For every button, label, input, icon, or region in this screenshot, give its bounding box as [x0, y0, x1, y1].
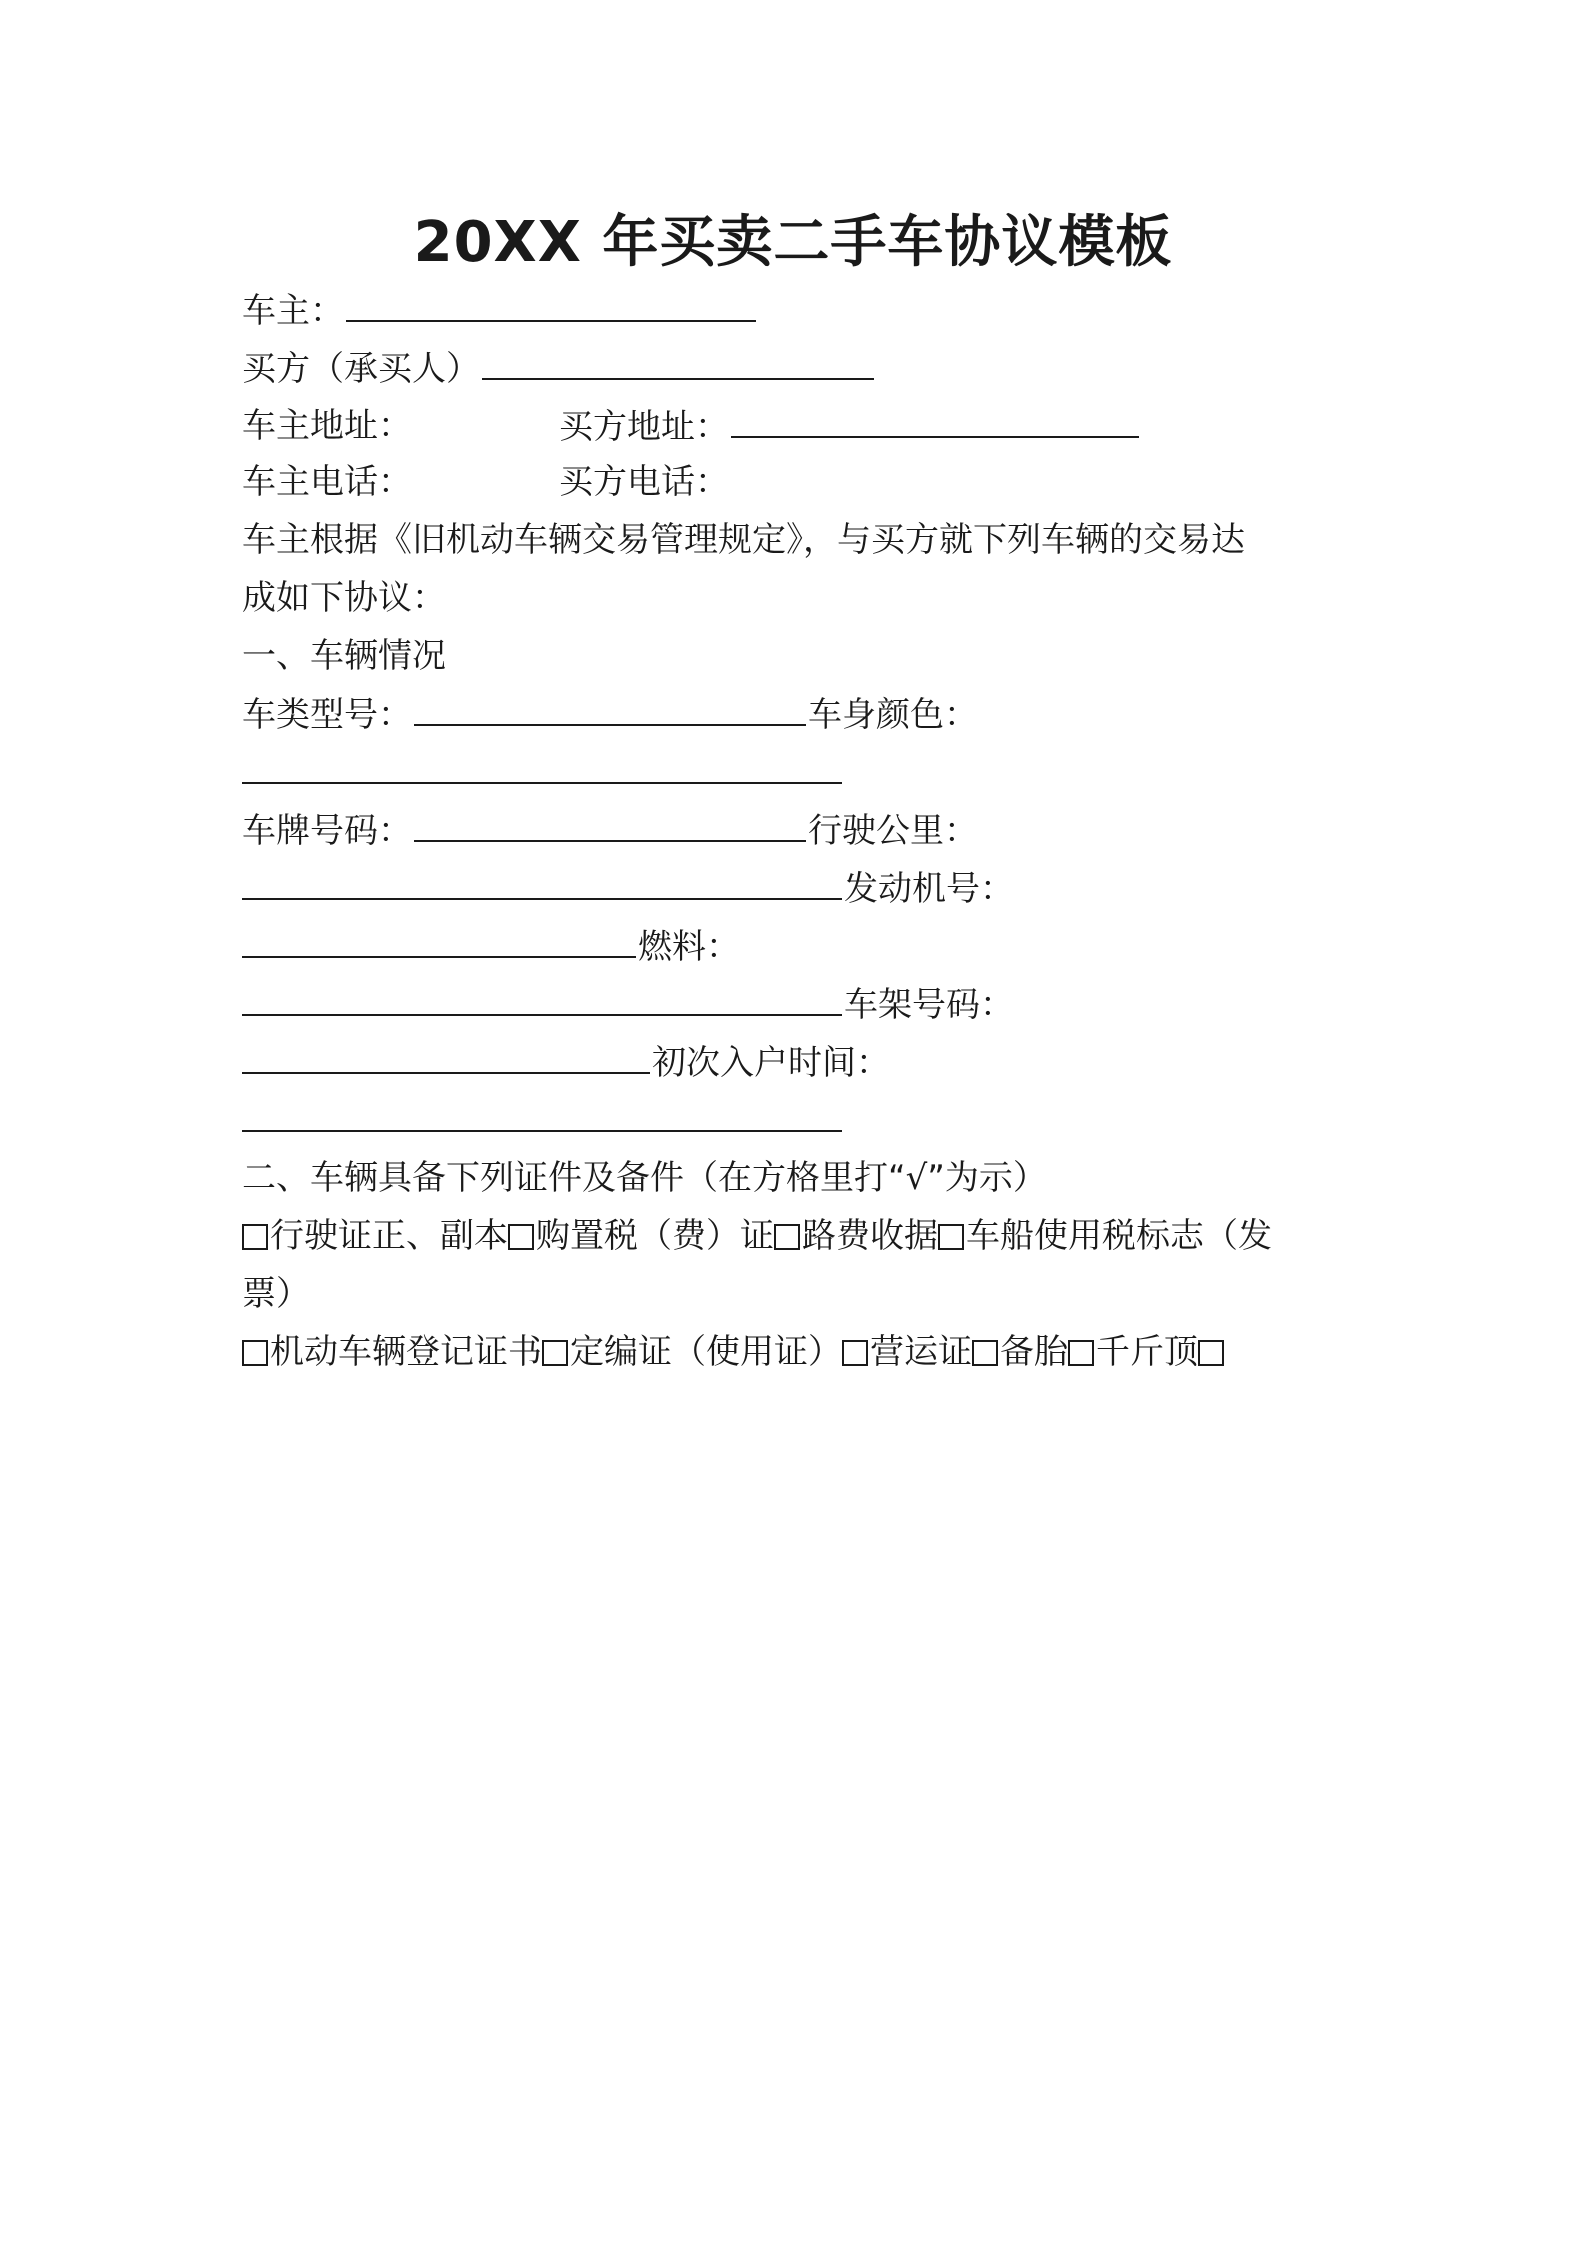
- plate-blank[interactable]: [414, 808, 806, 842]
- buyer-line: [242, 346, 876, 391]
- checkbox[interactable]: [242, 1340, 268, 1366]
- color-blank[interactable]: [242, 750, 842, 784]
- owner-blank[interactable]: [346, 288, 756, 322]
- checkbox[interactable]: [842, 1340, 868, 1366]
- checkbox[interactable]: [1068, 1340, 1094, 1366]
- checklist-item: 备胎: [1000, 1332, 1068, 1372]
- section1-heading: 一、车辆情况: [242, 636, 446, 676]
- checklist-item: 行驶证正、副本: [270, 1216, 508, 1256]
- owner-line: [242, 288, 758, 333]
- model-blank[interactable]: [414, 692, 806, 726]
- engine-fuel-line: [242, 924, 740, 969]
- buyer-blank[interactable]: [482, 346, 874, 380]
- checklist-row-1-tail: 票）: [242, 1274, 310, 1314]
- checklist-item: 购置税（费）证: [536, 1216, 774, 1256]
- checklist-item: 路费收据: [802, 1216, 938, 1256]
- intro-line-2: 成如下协议：: [242, 578, 446, 618]
- checklist-item: 千斤顶: [1096, 1332, 1198, 1372]
- checkbox[interactable]: [242, 1224, 268, 1250]
- owner-label: 车主：: [242, 291, 344, 331]
- document-title: 20XX 年买卖二手车协议模板: [413, 210, 1173, 275]
- checklist-item: 机动车辆登记证书: [270, 1332, 542, 1372]
- frame-label: 车架号码：: [844, 985, 1014, 1025]
- model-color-line: [242, 692, 978, 737]
- fuel-blank[interactable]: [242, 982, 842, 1016]
- engine-label: 发动机号：: [844, 869, 1014, 909]
- checkbox[interactable]: [774, 1224, 800, 1250]
- checkbox[interactable]: [972, 1340, 998, 1366]
- checkbox[interactable]: [508, 1224, 534, 1250]
- engine-blank[interactable]: [242, 924, 636, 958]
- mileage-label: 行驶公里：: [808, 811, 978, 851]
- plate-label: 车牌号码：: [242, 811, 412, 851]
- checklist-item: 营运证: [870, 1332, 972, 1372]
- register-blank-line: [242, 1098, 844, 1143]
- checkbox[interactable]: [542, 1340, 568, 1366]
- buyer-address-line: [559, 404, 1141, 449]
- register-label: 初次入户时间：: [652, 1043, 890, 1083]
- address-line: [242, 404, 412, 448]
- checklist-item: 定编证（使用证）: [570, 1332, 842, 1372]
- register-blank[interactable]: [242, 1098, 842, 1132]
- checklist-row-1: [242, 1214, 1272, 1258]
- color-blank-line: [242, 750, 844, 795]
- mileage-engine-line: [242, 866, 1014, 911]
- frame-blank[interactable]: [242, 1040, 650, 1074]
- checkbox[interactable]: [1198, 1340, 1224, 1366]
- owner-phone-line: [242, 460, 412, 504]
- buyer-phone-label: 买方电话：: [559, 462, 729, 502]
- mileage-blank[interactable]: [242, 866, 842, 900]
- buyer-phone-line: [559, 460, 729, 504]
- intro-line-1: 车主根据《旧机动车辆交易管理规定》，与买方就下列车辆的交易达: [242, 520, 1245, 560]
- owner-address-label: 车主地址：: [242, 406, 412, 446]
- plate-mileage-line: [242, 808, 978, 853]
- color-label: 车身颜色：: [808, 695, 978, 735]
- fuel-frame-line: [242, 982, 1014, 1027]
- buyer-label: 买方（承买人）: [242, 349, 480, 389]
- section2-heading: 二、车辆具备下列证件及备件（在方格里打“√”为示）: [242, 1158, 1047, 1198]
- model-label: 车类型号：: [242, 695, 412, 735]
- checklist-item: 车船使用税标志（发: [966, 1216, 1272, 1256]
- checkbox[interactable]: [938, 1224, 964, 1250]
- buyer-address-label: 买方地址：: [559, 407, 729, 447]
- buyer-address-blank[interactable]: [731, 404, 1139, 438]
- frame-register-line: [242, 1040, 890, 1085]
- checklist-row-2: [242, 1330, 1226, 1374]
- owner-phone-label: 车主电话：: [242, 462, 412, 502]
- fuel-label: 燃料：: [638, 927, 740, 967]
